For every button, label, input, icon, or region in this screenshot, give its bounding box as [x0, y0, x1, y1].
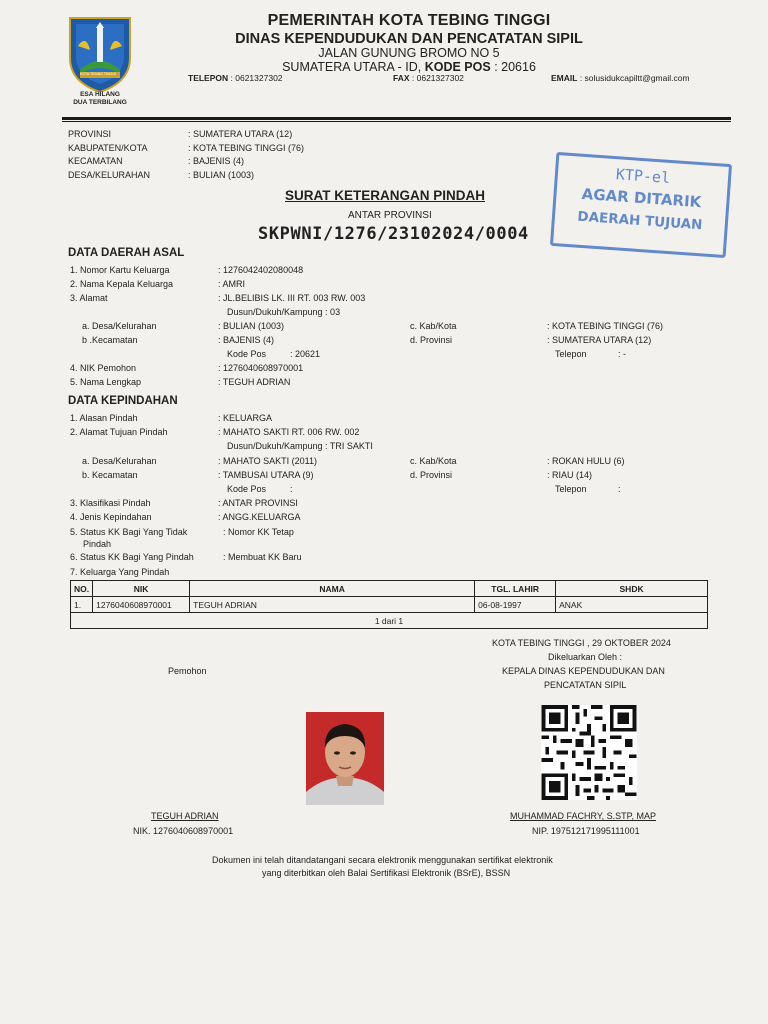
verification-qr-code	[541, 705, 637, 800]
col-shdk: SHDK	[556, 581, 708, 597]
table-page-row	[71, 613, 708, 629]
email-label: EMAIL	[551, 73, 578, 83]
pindah-keluarga-label: 7. Keluarga Yang Pindah	[70, 567, 170, 577]
pindah-prov-value: : RIAU (14)	[547, 470, 593, 480]
pindah-kab-value: : ROKAN HULU (6)	[547, 456, 625, 466]
applicant-label: Pemohon	[168, 666, 207, 676]
pindah-status-tidak-value: : Nomor KK Tetap	[223, 527, 294, 537]
region-label-provinsi: PROVINSI	[68, 129, 112, 139]
stamp-line1: KTP-el	[615, 165, 671, 187]
asal-prov-label: d. Provinsi	[410, 335, 453, 345]
office-line2: PENCATATAN SIPIL	[544, 680, 627, 690]
issued-by: Dikeluarkan Oleh :	[548, 652, 623, 662]
asal-kab-label: c. Kab/Kota	[410, 321, 457, 331]
col-no: NO.	[71, 581, 93, 597]
city-prefix: SUMATERA UTARA - ID,	[282, 60, 422, 74]
phone-label: TELEPON	[188, 73, 229, 83]
asal-telp-value: : -	[618, 349, 626, 359]
document-number: SKPWNI/1276/23102024/0004	[258, 224, 529, 244]
asal-alamat-value: : JL.BELIBIS LK. III RT. 003 RW. 003	[218, 293, 366, 303]
logo-caption-line1: ESA HILANG	[80, 91, 120, 98]
table-header-row	[71, 581, 708, 597]
pindah-kodepos-value: :	[290, 484, 293, 494]
col-nama: NAMA	[190, 581, 475, 597]
pindah-alasan-label: 1. Alasan Pindah	[70, 413, 138, 423]
document-title: SURAT KETERANGAN PINDAH	[285, 188, 486, 203]
contact-phone	[188, 73, 283, 83]
pindah-telp-value: :	[618, 484, 621, 494]
region-value-kabkota: : KOTA TEBING TINGGI (76)	[188, 142, 305, 153]
pindah-dusun: Dusun/Dukuh/Kampung : TRI SAKTI	[227, 441, 373, 451]
pindah-klasifikasi-label: 3. Klasifikasi Pindah	[70, 498, 151, 508]
asal-prov-value: : SUMATERA UTARA (12)	[547, 335, 652, 345]
contact-fax	[393, 73, 464, 83]
agency-subtitle: DINAS KEPENDUDUKAN DAN PENCATATAN SIPIL	[235, 31, 583, 47]
page-indicator: 1 dari 1	[71, 613, 708, 629]
official-nip: NIP. 197512171995111001	[532, 826, 640, 836]
asal-kepala-label: 2. Nama Kepala Keluarga	[70, 279, 174, 289]
fax-label: FAX	[393, 73, 410, 83]
postal-label: KODE POS	[424, 60, 491, 74]
office-line1: KEPALA DINAS KEPENDUDUKAN DAN	[502, 666, 665, 676]
pindah-telp-label: Telepon	[555, 484, 587, 494]
asal-nik-label: 4. NIK Pemohon	[70, 363, 137, 373]
asal-nik-value: : 1276040608970001	[218, 363, 304, 373]
col-tgl-lahir: TGL. LAHIR	[475, 581, 556, 597]
region-value-desa: : BULIAN (1003)	[188, 170, 255, 181]
asal-kab-value: : KOTA TEBING TINGGI (76)	[547, 321, 664, 331]
header-rule-thin	[62, 121, 731, 122]
logo-caption	[62, 91, 138, 107]
pindah-alasan-value: : KELUARGA	[218, 413, 273, 423]
asal-desa-label: a. Desa/Kelurahan	[82, 321, 157, 331]
family-table	[70, 580, 708, 629]
header-rule-thick	[62, 117, 731, 120]
stamp-line2: AGAR DITARIK	[581, 184, 702, 212]
pindah-jenis-label: 4. Jenis Kepindahan	[70, 512, 152, 522]
pindah-alamat-value: : MAHATO SAKTI RT. 006 RW. 002	[218, 427, 360, 437]
pindah-jenis-value: : ANGG.KELUARGA	[218, 512, 301, 522]
cell-tgl-lahir: 06-08-1997	[475, 597, 556, 613]
cell-nama: TEGUH ADRIAN	[190, 597, 475, 613]
pindah-desa-label: a. Desa/Kelurahan	[82, 456, 157, 466]
contact-email	[551, 73, 690, 83]
asal-kodepos-value: : 20621	[290, 349, 321, 359]
official-name: MUHAMMAD FACHRY, S.STP, MAP	[510, 811, 657, 821]
pindah-status-pindah-value: : Membuat KK Baru	[223, 552, 302, 562]
agency-title: PEMERINTAH KOTA TEBING TINGGI	[267, 12, 551, 29]
pindah-alamat-label: 2. Alamat Tujuan Pindah	[70, 427, 168, 437]
asal-kec-value: : BAJENIS (4)	[218, 335, 275, 345]
pindah-status-tidak-label2: Pindah	[83, 539, 112, 549]
ktp-stamp	[550, 152, 732, 258]
fax-value: : 0621327302	[411, 73, 464, 83]
document-subtitle: ANTAR PROVINSI	[348, 210, 432, 221]
region-label-kecamatan: KECAMATAN	[68, 156, 123, 167]
asal-nama-label: 5. Nama Lengkap	[70, 377, 142, 387]
footer-line1: Dokumen ini telah ditandatangani secara elektronik menggunakan sertifikat elektronik	[212, 855, 553, 865]
phone-value: : 0621327302	[230, 73, 283, 83]
region-label-kabkota: KABUPATEN/KOTA	[68, 142, 148, 153]
asal-dusun: Dusun/Dukuh/Kampung : 03	[227, 307, 341, 317]
col-nik: NIK	[93, 581, 190, 597]
asal-desa-value: : BULIAN (1003)	[218, 321, 285, 331]
asal-nama-value: : TEGUH ADRIAN	[218, 377, 291, 387]
logo-caption-line2: DUA TERBILANG	[73, 99, 127, 106]
pindah-kec-label: b. Kecamatan	[82, 470, 138, 480]
pindah-kodepos-label: Kode Pos	[227, 484, 267, 494]
postal-value: : 20616	[494, 60, 536, 74]
pindah-status-tidak-label: 5. Status KK Bagi Yang Tidak	[70, 527, 188, 537]
footer-line2: yang diterbitkan oleh Balai Sertifikasi Elektronik (BSrE), BSSN	[262, 868, 511, 878]
applicant-name: TEGUH ADRIAN	[151, 811, 219, 821]
cell-shdk: ANAK	[556, 597, 708, 613]
stamp-line3: DAERAH TUJUAN	[576, 208, 703, 234]
asal-kk-label: 1. Nomor Kartu Keluarga	[70, 265, 170, 275]
asal-kk-value: : 1276042402080048	[218, 265, 304, 275]
pindah-kec-value: : TAMBUSAI UTARA (9)	[218, 470, 314, 480]
pindah-klasifikasi-value: : ANTAR PROVINSI	[218, 498, 298, 508]
place-date: KOTA TEBING TINGGI , 29 OKTOBER 2024	[492, 638, 671, 648]
pindah-status-pindah-label: 6. Status KK Bagi Yang Pindah	[70, 552, 194, 562]
applicant-photo	[306, 712, 384, 805]
logo-ribbon-text: KOTA TEBING TINGGI	[80, 72, 116, 76]
region-values	[188, 128, 304, 183]
email-value: : solusidukcapiltt@gmail.com	[579, 73, 690, 83]
asal-kepala-value: : AMRI	[218, 279, 246, 289]
section-asal-heading: DATA DAERAH ASAL	[68, 247, 185, 259]
agency-address: JALAN GUNUNG BROMO NO 5	[318, 46, 500, 60]
agency-city	[0, 60, 768, 74]
asal-kodepos-label: Kode Pos	[227, 349, 267, 359]
asal-alamat-label: 3. Alamat	[70, 293, 108, 303]
region-block	[68, 128, 150, 183]
table-row	[71, 597, 708, 613]
section-pindah-heading: DATA KEPINDAHAN	[68, 395, 178, 407]
region-label-desa: DESA/KELURAHAN	[68, 170, 151, 181]
cell-no: 1.	[71, 597, 93, 613]
pindah-kab-label: c. Kab/Kota	[410, 456, 457, 466]
pindah-prov-label: d. Provinsi	[410, 470, 453, 480]
asal-kec-label: b .Kecamatan	[82, 335, 138, 345]
asal-telp-label: Telepon	[555, 349, 587, 359]
region-value-provinsi: : SUMATERA UTARA (12)	[188, 129, 293, 139]
region-value-kecamatan: : BAJENIS (4)	[188, 156, 245, 167]
applicant-nik: NIK. 1276040608970001	[133, 826, 234, 836]
pindah-desa-value: : MAHATO SAKTI (2011)	[218, 456, 318, 466]
cell-nik: 1276040608970001	[93, 597, 190, 613]
